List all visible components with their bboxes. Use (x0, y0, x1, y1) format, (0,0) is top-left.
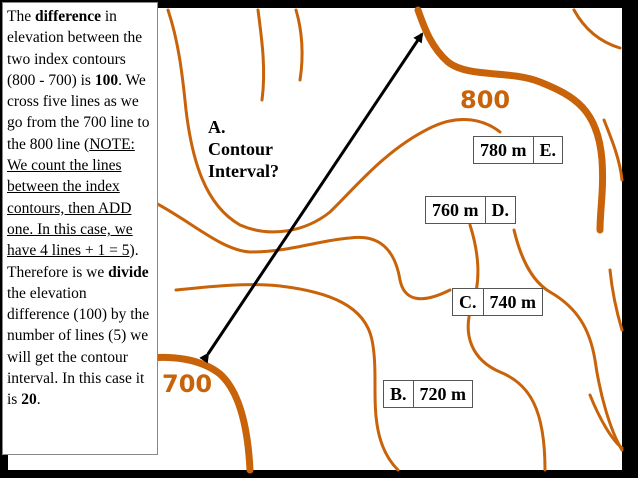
explanation-textbox (2, 2, 158, 455)
elevation-box-b (383, 380, 473, 408)
elevation-box-d (425, 196, 516, 224)
question-label (208, 116, 279, 182)
elevation-letter: E. (533, 137, 563, 163)
question-letter: A. (208, 117, 226, 137)
question-line: Interval? (208, 161, 279, 181)
elevation-letter: C. (459, 291, 477, 312)
explanation-keyword: 100 (94, 71, 119, 89)
elevation-box-c (452, 288, 543, 316)
elevation-value: 740 m (483, 289, 543, 315)
explanation-text: . We cross five lines as we go from the 700 line to the 800 line ( (7, 71, 150, 153)
question-line: Contour (208, 139, 274, 159)
explanation-answer: 20 (21, 391, 37, 409)
elevation-box-e (473, 136, 563, 164)
explanation-text: ). Therefore is we (7, 242, 139, 281)
elevation-letter: B. (390, 383, 407, 404)
explanation-keyword: difference (34, 8, 101, 25)
explanation-keyword: divide (108, 263, 149, 281)
explanation-text: in elevation between the two index contours (800 - 700) is (7, 8, 143, 89)
index-label-lower: 700 (162, 370, 213, 398)
elevation-value: 760 m (432, 199, 479, 220)
elevation-value: 720 m (413, 381, 473, 407)
explanation-text: The (7, 8, 35, 25)
index-label-upper: 800 (460, 86, 511, 114)
explanation-note: NOTE: We count the lines between the index contours, then ADD one. In this case, we have 4 lines + 1 = 5 (7, 135, 135, 260)
explanation-text: the elevation difference (100) by the number of lines (5) we will get the contour interval. In this case it is (7, 284, 150, 409)
elevation-letter: D. (485, 197, 516, 223)
explanation-text: . (36, 391, 41, 409)
elevation-value: 780 m (480, 139, 527, 160)
